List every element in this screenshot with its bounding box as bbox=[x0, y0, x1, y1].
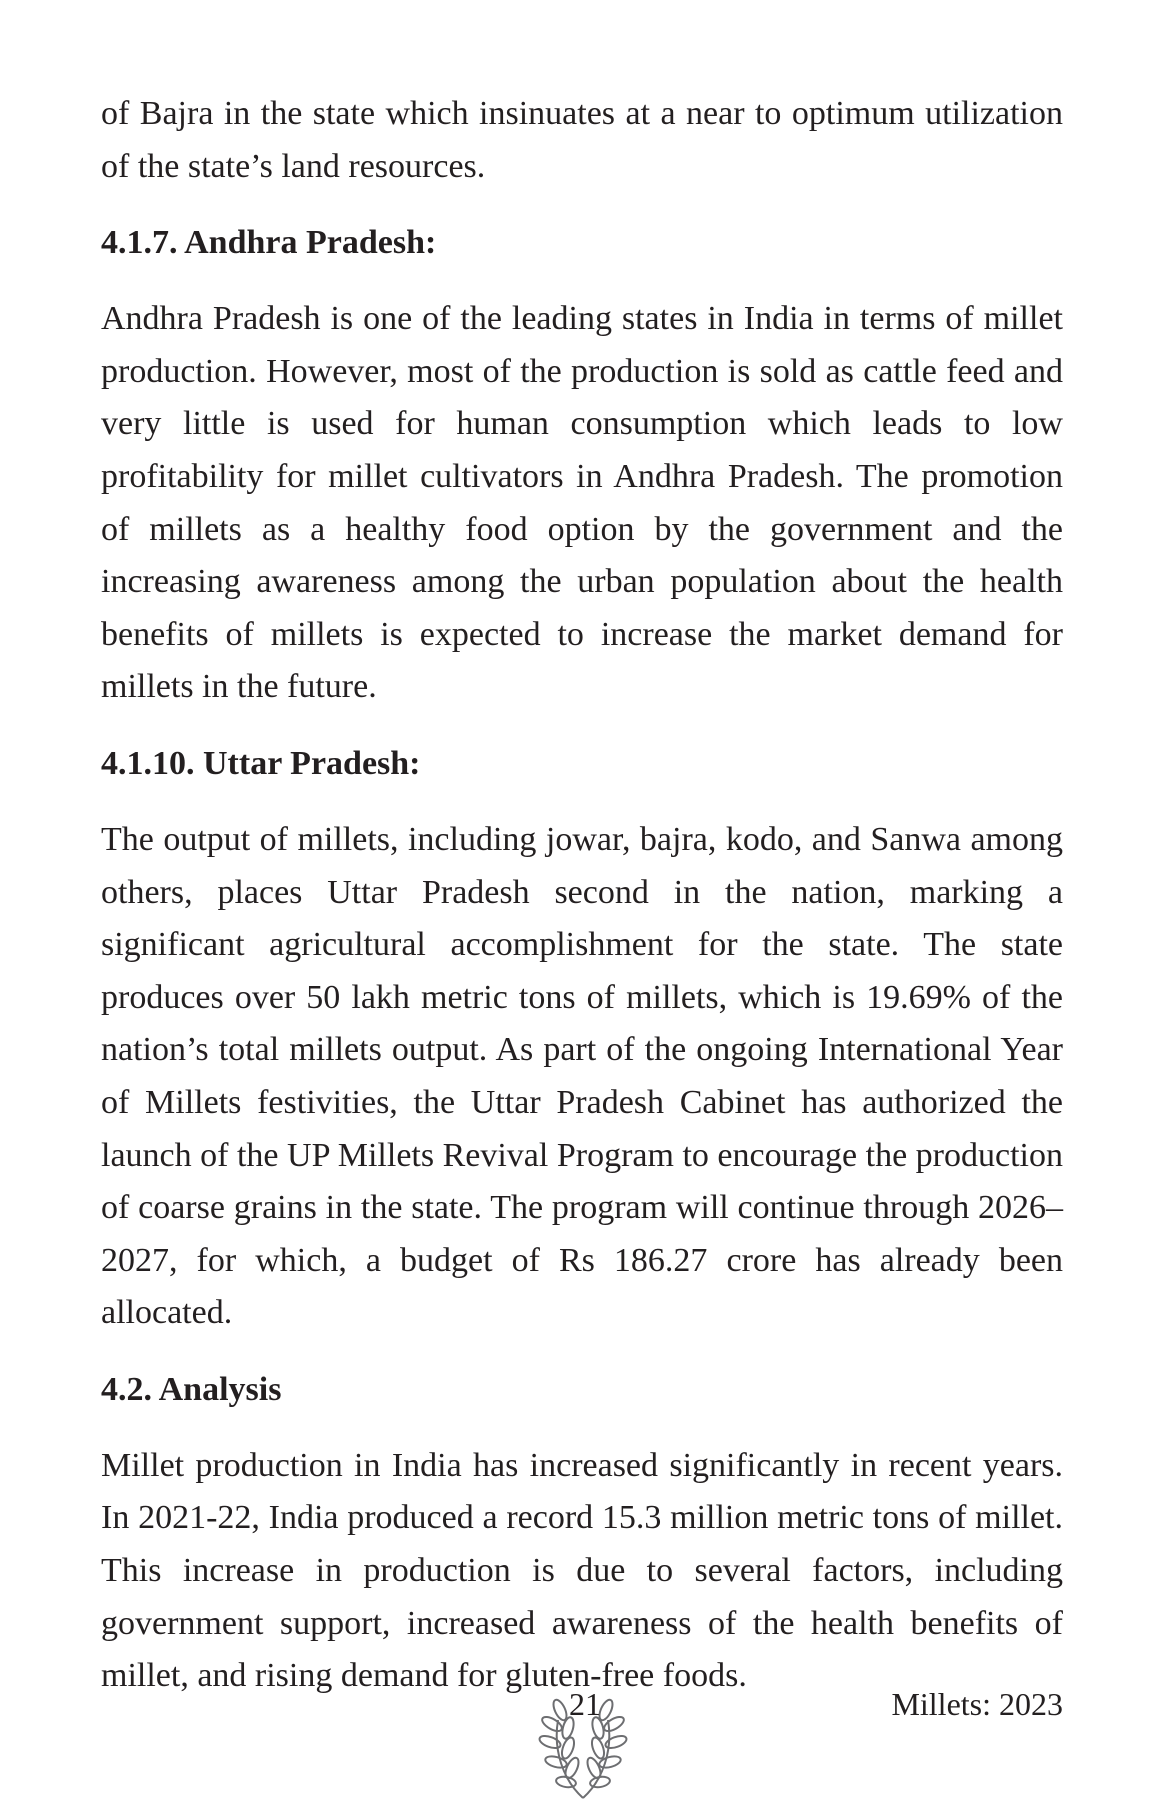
section-paragraph-uttar-pradesh: The output of millets, including jowar, bajra, kodo, and Sanwa among others, places Uttar Pradesh second in the nation, marking a significant agricultural accomplishment for the state. The state produces over 50 lakh metric tons of millets, which is 19.69% of the nation’s total millets output. As part of the ongoing International Year of Millets festivities, the Uttar Pradesh Cabinet has authorized the launch of the UP Millets Revival Program to encourage the production of coarse grains in the state. The program will continue through 2026–2027, for which, a budget of Rs 186.27 crore has already been allocated. bbox=[101, 820, 1063, 1332]
running-title: Millets: 2023 bbox=[891, 1686, 1063, 1722]
section-heading-analysis: 4.2. Analysis bbox=[101, 1370, 282, 1408]
document-body bbox=[101, 88, 1063, 1703]
section-paragraph-analysis: Millet production in India has increased significantly in recent years. In 2021-22, India produced a record 15.3 million metric tons of millet. This increase in production is due to several factors, including government support, increased awareness of the health benefits of millet, and rising demand for gluten-free foods. bbox=[101, 1446, 1063, 1695]
intro-paragraph: of Bajra in the state which insinuates at a near to optimum utilization of the state’s land resources. bbox=[101, 95, 1063, 185]
section-heading-andhra-pradesh: 4.1.7. Andhra Pradesh: bbox=[101, 224, 437, 262]
section-heading-uttar-pradesh: 4.1.10. Uttar Pradesh: bbox=[101, 744, 421, 782]
page-footer bbox=[0, 1680, 1164, 1800]
section-paragraph-andhra-pradesh: Andhra Pradesh is one of the leading states in India in terms of millet production. However, most of the production is sold as cattle feed and very little is used for human consumption which leads to low profitability for millet cultivators in Andhra Pradesh. The promotion of millets as a healthy food option by the government and the increasing awareness among the urban population about the health benefits of millets is expected to increase the market demand for millets in the future. bbox=[101, 300, 1063, 706]
page-number: 21 bbox=[569, 1686, 601, 1722]
